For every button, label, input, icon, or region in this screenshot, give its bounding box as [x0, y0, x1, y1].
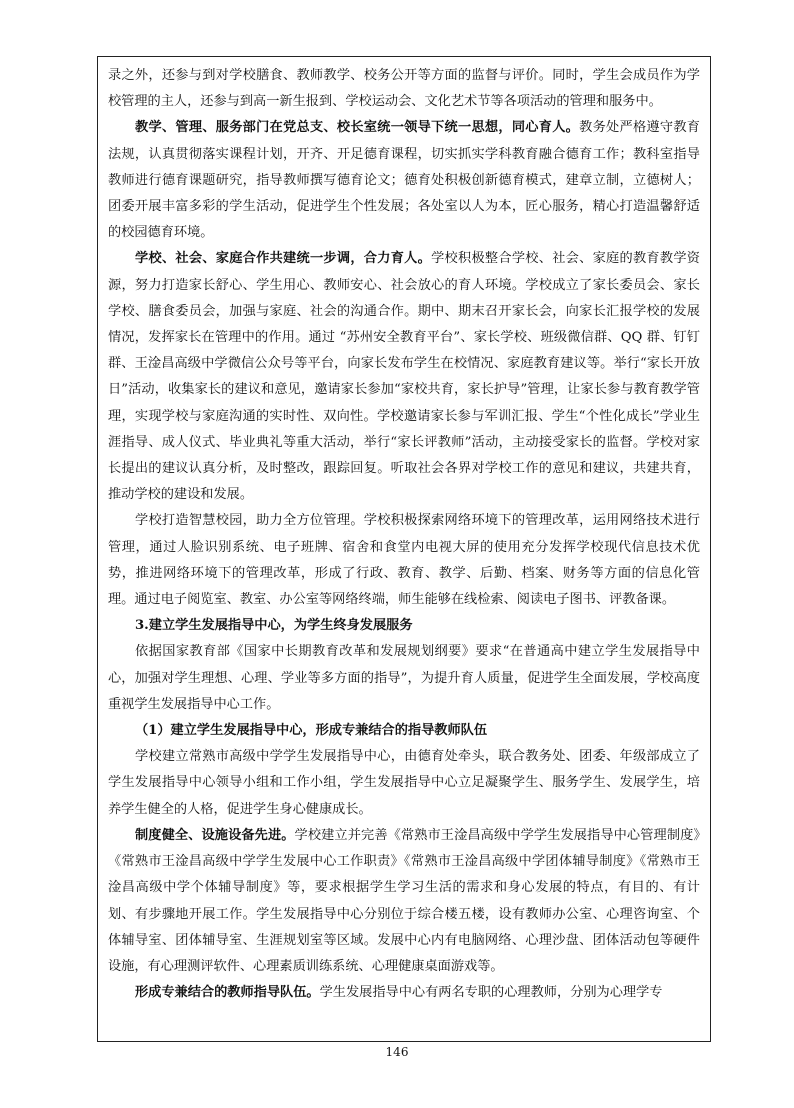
paragraph-continuation	[108, 63, 700, 115]
paragraph-school-family-society	[108, 246, 700, 508]
document-body	[98, 57, 710, 1006]
paragraph-lead: 形成专兼结合的教师指导队伍。	[135, 985, 320, 1001]
paragraph-text: 录之外，还参与到对学校膳食、教师教学、校务公开等方面的监督与评价。同时，学生会成员作为学校管理的主人，还参与到高一新生报到、学校运动会、文化艺术节等各项活动的管理和服务中。	[108, 68, 700, 110]
paragraph-smart-campus	[108, 508, 700, 613]
subsection-heading: （1）建立学生发展指导中心，形成专兼结合的指导教师队伍	[135, 723, 488, 739]
document-frame	[97, 56, 711, 1042]
paragraph-text: 学校建立常熟市高级中学学生发展指导中心，由德育处牵头，联合教务处、团委、年级部成立了学生发展指导中心领导小组和工作小组，学生发展指导中心立足凝聚学生、服务学生、发展学生，培养学生健全的人格，促进学生身心健康成长。	[108, 749, 700, 817]
paragraph-text: 学校打造智慧校园，助力全方位管理。学校积极探索网络环境下的管理改革，运用网络技术进行管理，通过人脸识别系统、电子班牌、宿舍和食堂内电视大屏的使用充分发挥学校现代信息技术优势，推进网络环境下的管理改革，形成了行政、教育、教学、后勤、档案、财务等方面的信息化管理。通过电子阅览室、教室、办公室等网络终端，师生能够在线检索、阅读电子图书、评教备课。	[108, 513, 700, 608]
paragraph-text: 教务处严格遵守教育法规，认真贯彻落实课程计划，开齐、开足德育课程，切实抓实学科教育融合德育工作；教科室指导教师进行德育课题研究，指导教师撰写德育论文；德育处积极创新德育模式，建章立制，立德树人；团委开展丰富多彩的学生活动，促进学生个性发展；各处室以人为本，匠心服务，精心打造温馨舒适的校园德育环境。	[108, 120, 700, 241]
paragraph-text: 学校建立并完善《常熟市王淦昌高级中学学生发展指导中心管理制度》《常熟市王淦昌高级中学学生发展中心工作职责》《常熟市王淦昌高级中学团体辅导制度》《常熟市王淦昌高级中学个体辅导制度》等，要求根据学生学习生活的需求和身心发展的特点，有目的、有计划、有步骤地开展工作。学生发展指导中心分别位于综合楼五楼，设有教师办公室、心理咨询室、个体辅导室、团体辅导室、生涯规划室等区域。发展中心内有电脑网络、心理沙盘、团体活动包等硬件设施，有心理测评软件、心理素质训练系统、心理健康桌面游戏等。	[108, 827, 700, 974]
paragraph-text: 依据国家教育部《国家中长期教育改革和发展规划纲要》要求“在普通高中建立学生发展指导中心，加强对学生理想、心理、学业等多方面的指导”，为提升育人质量，促进学生全面发展，学校高度重视学生发展指导中心工作。	[108, 644, 700, 712]
paragraph-lead: 学校、社会、家庭合作共建统一步调，合力育人。	[135, 251, 432, 267]
paragraph-facilities	[108, 823, 700, 980]
paragraph-unified-leadership	[108, 115, 700, 246]
section-heading: 3.建立学生发展指导中心，为学生终身发展服务	[135, 618, 413, 634]
paragraph-text: 学生发展指导中心有两名专职的心理教师，分别为心理学专	[319, 985, 663, 1001]
paragraph-lead: 教学、管理、服务部门在党总支、校长室统一领导下统一思想，同心育人。	[135, 120, 580, 136]
paragraph-lead: 制度健全、设施设备先进。	[135, 827, 295, 843]
paragraph-guidance-basis	[108, 639, 700, 718]
paragraph-teacher-team	[108, 980, 700, 1006]
paragraph-guidance-center	[108, 744, 700, 823]
page-number: 146	[385, 1045, 409, 1059]
paragraph-text: 学校积极整合学校、社会、家庭的教育教学资源，努力打造家长舒心、学生用心、教师安心、社会放心的育人环境。学校成立了家长委员会、家长学校、膳食委员会，加强与家庭、社会的沟通合作。期中、期末召开家长会，向家长汇报学校的发展情况，发挥家长在管理中的作用。通过 “苏州安全教育平台”、家长学校、班级微信群、QQ 群、钉钉群、王淦昌高级中学微信公众号等平台，向家长发布学生在校情况、家庭教育建议等。举行“家长开放日”活动，收集家长的建议和意见，邀请家长参加“家校共育，家长护导”管理，让家长参与教育教学管理，实现学校与家庭沟通的实时性、双向性。学校邀请家长参与军训汇报、学生“个性化成长”学业生涯指导、成人仪式、毕业典礼等重大活动，举行“家长评教师”活动，主动接受家长的监督。学校对家长提出的建议认真分析，及时整改，跟踪回复。听取社会各界对学校工作的意见和建议，共建共育，推动学校的建设和发展。	[108, 251, 700, 503]
